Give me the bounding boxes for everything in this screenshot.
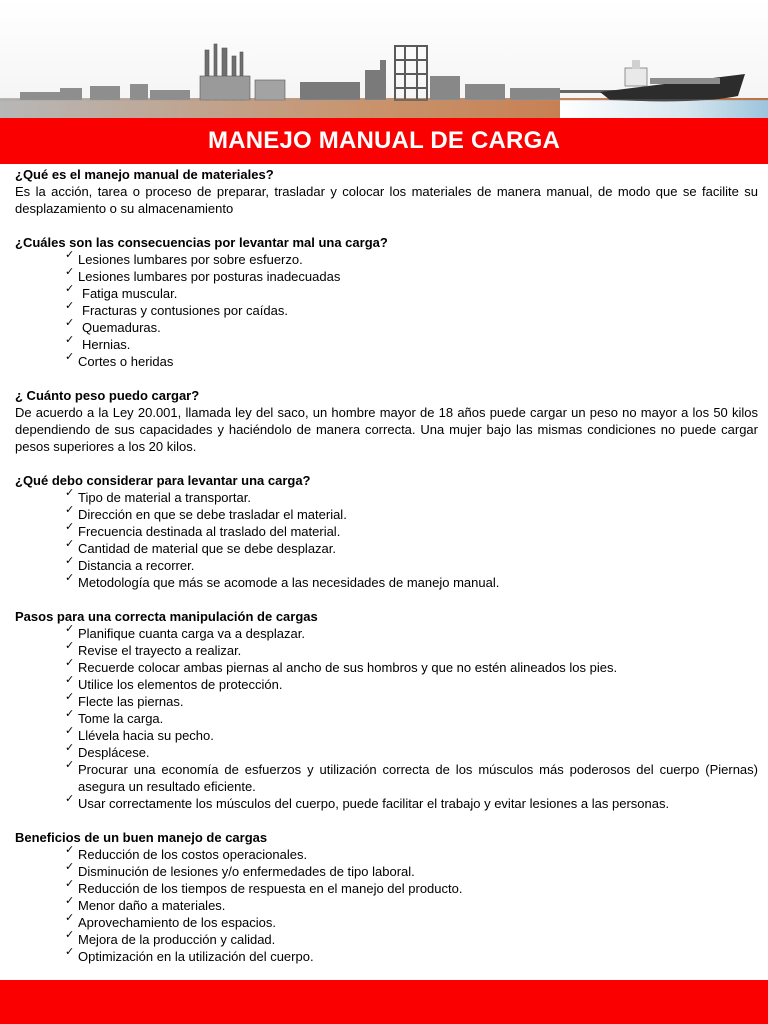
check-icon: ✓ (65, 708, 75, 720)
list-item: ✓ Cantidad de material que se debe desplazar. (65, 538, 337, 556)
list-item: ✓ Revise el trayecto a realizar. (65, 640, 242, 658)
list-item: ✓ Cortes o heridas (65, 351, 174, 369)
list-item: ✓ Fracturas y contusiones por caídas. (65, 300, 288, 318)
check-icon: ✓ (65, 555, 75, 567)
list-item: ✓ Aprovechamiento de los espacios. (65, 912, 277, 930)
list-item: ✓ Lesiones lumbares por sobre esfuerzo. (65, 249, 303, 267)
section-paragraph: De acuerdo a la Ley 20.001, llamada ley del saco, un hombre mayor de 18 años puede cargar un peso no mayor a los 50 kilos dependiendo de sus capacidades y haciéndolo de manera correcta. Una mujer bajo las mismas condiciones no puede cargar pesos superiores a los 20 kilos. (15, 405, 758, 454)
list-item: ✓ Menor daño a materiales. (65, 895, 226, 913)
checklist (15, 846, 758, 965)
check-icon: ✓ (65, 521, 75, 533)
section-heading: Pasos para una correcta manipulación de cargas (15, 609, 318, 624)
section-steps (15, 608, 758, 812)
title-bar (0, 118, 768, 164)
header-banner-illustration (0, 0, 768, 118)
list-item: ✓ Recuerde colocar ambas piernas al ancho de sus hombros y que no estén alineados los pies. (65, 657, 618, 675)
document-body (15, 166, 758, 982)
section-heading: ¿Qué es el manejo manual de materiales? (15, 167, 274, 182)
check-icon: ✓ (65, 793, 75, 805)
list-item: ✓ Reducción de los tiempos de respuesta en el manejo del producto. (65, 878, 463, 896)
list-item: ✓ Distancia a recorrer. (65, 555, 195, 573)
section-considerations (15, 472, 758, 591)
check-icon: ✓ (65, 861, 75, 873)
list-item: ✓ Llévela hacia su pecho. (65, 725, 214, 743)
footer-bar (0, 980, 768, 1024)
list-item: ✓ Frecuencia destinada al traslado del material. (65, 521, 341, 539)
check-icon: ✓ (65, 657, 75, 669)
check-icon: ✓ (65, 895, 75, 907)
check-icon: ✓ (65, 725, 75, 737)
check-icon: ✓ (65, 674, 75, 686)
checklist (15, 251, 758, 370)
list-item: ✓ Utilice los elementos de protección. (65, 674, 283, 692)
list-item: ✓ Desplácese. (65, 742, 150, 760)
check-icon: ✓ (65, 351, 75, 363)
check-icon: ✓ (65, 317, 75, 329)
list-item: ✓ Mejora de la producción y calidad. (65, 929, 276, 947)
list-item: ✓ Disminución de lesiones y/o enfermedades de tipo laboral. (65, 861, 415, 879)
list-item: ✓ Metodología que más se acomode a las necesidades de manejo manual. (65, 572, 500, 590)
list-item: ✓ Reducción de los costos operacionales. (65, 844, 308, 862)
list-item: ✓ Flecte las piernas. (65, 691, 184, 709)
check-icon: ✓ (65, 691, 75, 703)
page-title: MANEJO MANUAL DE CARGA (208, 127, 560, 154)
check-icon: ✓ (65, 538, 75, 550)
check-icon: ✓ (65, 759, 75, 771)
check-icon: ✓ (65, 742, 75, 754)
check-icon: ✓ (65, 283, 75, 295)
section-heading: ¿Qué debo considerar para levantar una carga? (15, 473, 311, 488)
check-icon: ✓ (65, 946, 75, 958)
section-heading: ¿Cuáles son las consecuencias por levantar mal una carga? (15, 235, 388, 250)
check-icon: ✓ (65, 504, 75, 516)
check-icon: ✓ (65, 623, 75, 635)
list-item: ✓ Fatiga muscular. (65, 283, 178, 301)
section-benefits (15, 829, 758, 965)
section-consequences (15, 234, 758, 370)
check-icon: ✓ (65, 487, 75, 499)
check-icon: ✓ (65, 844, 75, 856)
section-heading: ¿ Cuánto peso puedo cargar? (15, 388, 200, 403)
list-item: ✓ Quemaduras. (65, 317, 161, 335)
check-icon: ✓ (65, 640, 75, 652)
list-item: ✓ Lesiones lumbares por posturas inadecuadas (65, 266, 341, 284)
check-icon: ✓ (65, 334, 75, 346)
section-weight (15, 387, 758, 455)
check-icon: ✓ (65, 572, 75, 584)
section-paragraph: Es la acción, tarea o proceso de preparar, trasladar y colocar los materiales de manera manual, de modo que se facilite su desplazamiento o su almacenamiento (15, 184, 758, 216)
list-item: ✓ Usar correctamente los músculos del cuerpo, puede facilitar el trabajo y evitar lesiones a las personas. (65, 793, 670, 811)
list-item: ✓ Procurar una economía de esfuerzos y utilización correcta de los músculos más poderosos del cuerpo (Piernas) asegura un resultado eficiente. (65, 759, 758, 794)
list-item: ✓ Planifique cuanta carga va a desplazar. (65, 623, 305, 641)
check-icon: ✓ (65, 300, 75, 312)
check-icon: ✓ (65, 249, 75, 261)
list-item: ✓ Optimización en la utilización del cuerpo. (65, 946, 314, 964)
checklist (15, 625, 758, 812)
section-what-is (15, 166, 758, 217)
section-heading: Beneficios de un buen manejo de cargas (15, 830, 268, 845)
list-item: ✓ Dirección en que se debe trasladar el material. (65, 504, 347, 522)
check-icon: ✓ (65, 912, 75, 924)
check-icon: ✓ (65, 929, 75, 941)
checklist (15, 489, 758, 591)
list-item: ✓ Hernias. (65, 334, 131, 352)
check-icon: ✓ (65, 266, 75, 278)
list-item: ✓ Tipo de material a transportar. (65, 487, 251, 505)
list-item: ✓ Tome la carga. (65, 708, 164, 726)
check-icon: ✓ (65, 878, 75, 890)
